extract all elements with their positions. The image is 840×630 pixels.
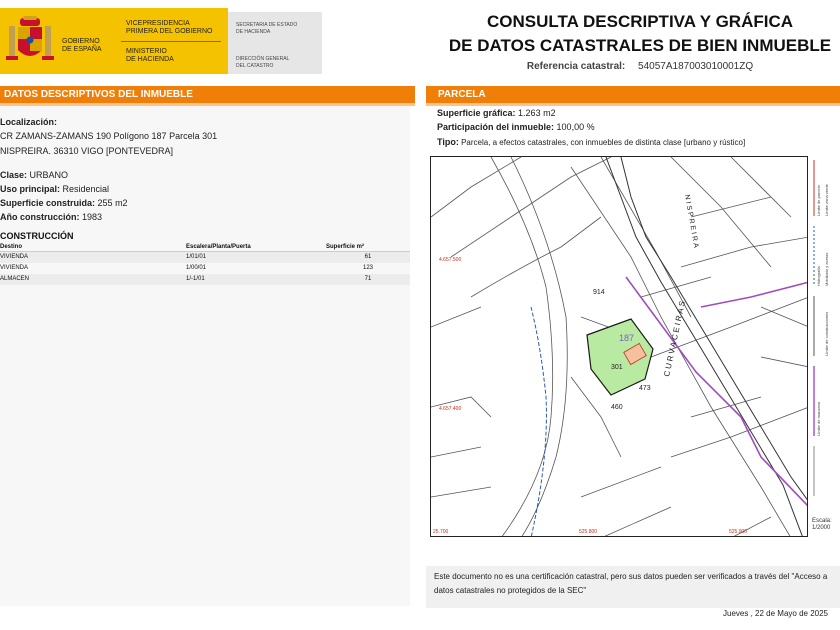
ministry-line2: DE HACIENDA — [126, 56, 174, 63]
column-header-superficie: Superficie m² — [326, 243, 410, 252]
government-header — [0, 8, 322, 74]
location-label: Localización: — [0, 117, 58, 127]
construction-title: CONSTRUCCIÓN — [0, 231, 74, 241]
use-row: Uso principal: Residencial — [0, 184, 110, 194]
scale-value: 1/2000 — [812, 525, 831, 531]
directorate-line2: DEL CATASTRO — [236, 63, 274, 69]
cell-escalera: 1/00/01 — [186, 265, 207, 271]
coordinate-label: 4.657.400 — [439, 406, 462, 412]
table-row — [0, 252, 410, 263]
disclaimer-note: Este documento no es una certificación catastral, pero sus datos pueden ser verificados a través del "Acceso a datos catastrales no protegidos de la SEC" — [426, 566, 840, 608]
construction-table — [0, 243, 410, 285]
coordinate-label: 25.700 — [433, 529, 449, 535]
directorate-line1: DIRECCIÓN GENERAL — [236, 56, 290, 62]
legend-item: Límite de construcciones — [824, 311, 829, 356]
cadastral-map[interactable] — [430, 156, 808, 537]
title-line1: CONSULTA DESCRIPTIVA Y GRÁFICA — [486, 12, 794, 31]
year-built-row: Año construcción: 1983 — [0, 212, 103, 222]
gov-spain-line1: GOBIERNO — [62, 38, 100, 45]
map-scale — [812, 518, 832, 532]
map-legend — [808, 156, 840, 516]
parcel-number-187: 187 — [619, 333, 635, 343]
table-row — [0, 263, 410, 274]
cadastral-reference — [430, 61, 840, 72]
cadastral-reference-value: 54057A187003010001ZQ — [638, 61, 754, 72]
location-line2: NISPREIRA. 36310 VIGO [PONTEVEDRA] — [0, 146, 174, 156]
cell-escalera: 1/01/01 — [186, 252, 326, 263]
column-header-escalera: Escalera/Planta/Puerta — [186, 243, 326, 252]
participation-row: Participación del inmueble: 100,00 % — [437, 122, 595, 132]
header-divider — [121, 41, 221, 42]
table-header-row — [0, 243, 410, 252]
map-legend-drawing — [808, 156, 840, 516]
parcel-number-301: 301 — [611, 364, 623, 371]
document-title — [430, 10, 840, 58]
parcel-number-914: 914 — [593, 289, 605, 296]
secretariat-line1: SECRETARIA DE ESTADO — [236, 22, 298, 28]
coordinate-label: 525.800 — [579, 529, 598, 535]
column-header-destino: Destino — [0, 243, 186, 252]
legend-item: Hidrografía — [816, 266, 821, 286]
section-bar-shadow — [426, 103, 840, 106]
secretariat-band — [228, 12, 322, 74]
table-row — [0, 274, 410, 285]
location-line1: CR ZAMANS-ZAMANS 190 Polígono 187 Parcela 301 — [0, 131, 218, 141]
section-bar-descriptive: DATOS DESCRIPTIVOS DEL INMUEBLE — [0, 86, 415, 103]
parcel-number-460: 460 — [611, 404, 623, 411]
parcel-number-473: 473 — [639, 385, 651, 392]
coat-of-arms-icon — [6, 16, 54, 68]
type-row: Tipo: Parcela, a efectos catastrales, con inmuebles de distinta clase [urbano y rústico] — [437, 137, 746, 147]
cell-destino: ALMACEN — [0, 274, 186, 285]
built-area-row: Superficie construida: 255 m2 — [0, 198, 128, 208]
legend-item: Límite de parcela — [816, 185, 821, 216]
document-date: Jueves , 22 de Mayo de 2025 — [723, 609, 828, 618]
gov-spain-line2: DE ESPAÑA — [62, 46, 102, 53]
coordinate-label: 4.657.500 — [439, 257, 462, 263]
vicepresidency-line1: VICEPRESIDENCIA — [126, 20, 190, 27]
cell-destino: VIVIENDA — [0, 252, 186, 263]
vicepresidency-line2: PRIMERA DEL GOBIERNO — [126, 28, 213, 35]
place-name-nispreira: NISPREIRA — [683, 194, 700, 251]
section-bar-parcel: PARCELA — [426, 86, 840, 103]
ministry-line1: MINISTERIO — [126, 48, 167, 55]
cadastral-map-drawing — [431, 157, 808, 537]
coordinate-label: 525.900 — [729, 529, 748, 535]
road-edge — [621, 157, 808, 502]
class-row: Clase: URBANO — [0, 170, 69, 180]
cadastral-reference-label: Referencia catastral: — [526, 61, 626, 72]
government-logo-band — [0, 8, 228, 74]
place-name-curvaceiras: CURVACEIRAS — [662, 298, 688, 378]
cell-superficie: 61 — [326, 252, 410, 263]
graphic-area-row: Superficie gráfica: 1.263 m2 — [437, 108, 556, 118]
cell-superficie: 71 — [326, 274, 410, 285]
legend-item: Mobiliario y aceras — [824, 252, 829, 286]
cell-superficie: 123 — [362, 265, 373, 271]
scale-label: Escala: — [812, 518, 832, 524]
cell-destino: VIVIENDA — [0, 265, 29, 271]
title-line2: DE DATOS CATASTRALES DE BIEN INMUEBLE — [448, 36, 832, 55]
legend-item: Límite zona verde — [824, 184, 829, 216]
zone-boundary — [626, 277, 808, 507]
secretariat-line2: DE HACIENDA — [236, 29, 271, 35]
legend-item: Límite de manzana — [816, 401, 821, 436]
cell-escalera: 1/-1/01 — [186, 274, 326, 285]
descriptive-data-panel — [0, 106, 410, 606]
stream-line — [531, 307, 546, 537]
